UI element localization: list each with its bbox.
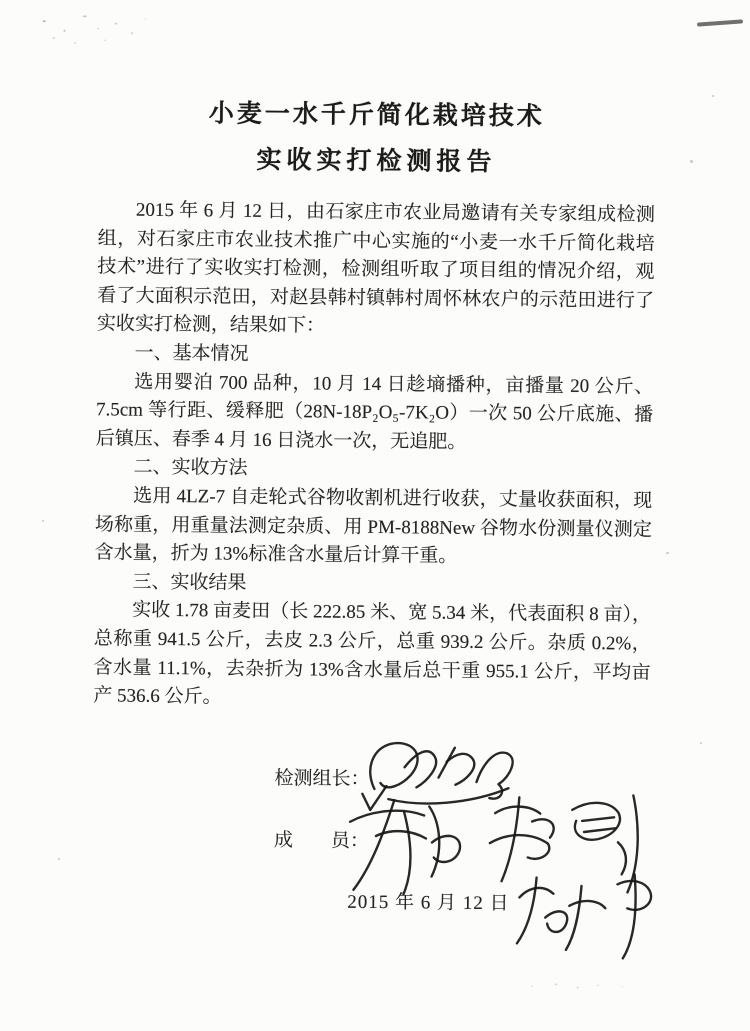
section1-heading: 一、基本情况 bbox=[134, 342, 249, 365]
intro-paragraph: 2015 年 6 月 12 日，由石家庄市农业局邀请有关专家组成检测组，对石家庄市农业技术推广中心实施的“小麦一水千斤简化栽培技术”进行了实收实打检测，检测组听取了项目组的情况介绍，观看了大面积示范田，对赵县韩村镇韩村周怀林农户的示范田进行了实收实打检测，结果如下： bbox=[96, 199, 656, 337]
section3-heading: 三、实收结果 bbox=[132, 571, 247, 594]
report-body bbox=[93, 196, 655, 716]
report-date: 2015 年 6 月 12 日 bbox=[347, 891, 510, 915]
section3-body: 实收 1.78 亩麦田（长 222.85 米、宽 5.34 米，代表面积 8 亩），总称重 941.5 公斤，去皮 2.3 公斤，总重 939.2 公斤。杂质 0.2%，含水量 11.1%，去杂折为 13%含水量后总干重 955.1 公斤，平均亩产 536.6 公斤。 bbox=[93, 599, 652, 708]
section2-heading: 二、实收方法 bbox=[133, 456, 248, 480]
report-title-line2: 实收实打检测报告 bbox=[256, 146, 497, 177]
members-signature-label: 成 员： bbox=[273, 830, 370, 852]
section1-body: 选用婴泊 700 品种，10 月 14 日趁墒播种，亩播量 20 公斤、7.5cm 等行距、缓释肥（28N-18P₂O₅-7K₂O）一次 50 公斤底施、播后镇压、春季 4 月 16 日浇水一次，无追肥。 bbox=[95, 371, 654, 453]
report-title-line1: 小麦一水千斤简化栽培技术 bbox=[208, 100, 546, 131]
member-signature-4 bbox=[505, 857, 668, 961]
section2-body: 选用 4LZ-7 自走轮式谷物收割机进行收获，丈量收获面积，现场称重，用重量法测定杂质、用 PM-8188New 谷物水份测量仪测定含水量，折为 13%标准含水量后计算干重。 bbox=[94, 485, 653, 567]
leader-signature-label: 检测组长： bbox=[274, 768, 370, 790]
